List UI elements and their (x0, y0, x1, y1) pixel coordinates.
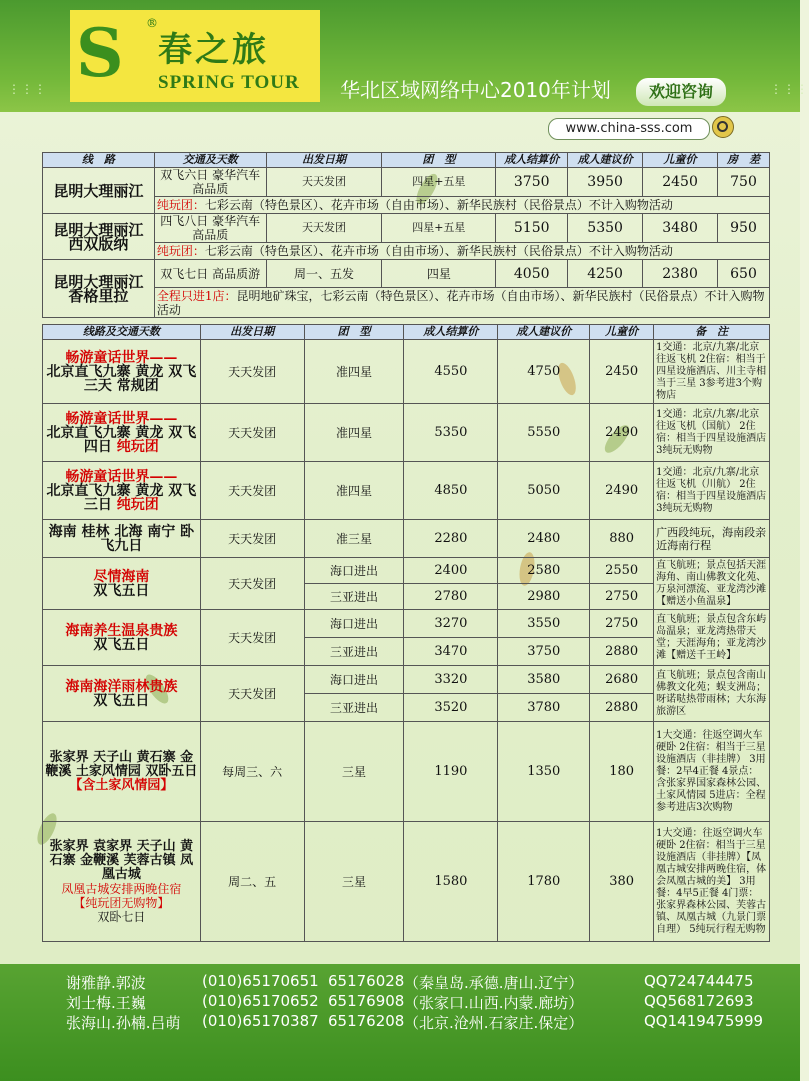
tour-type: 四星+五星 (382, 214, 496, 243)
adult-suggest-price: 5050 (498, 462, 590, 520)
child-price: 2880 (590, 638, 654, 666)
contact-qq: QQ568172693 (644, 992, 754, 1010)
room-supplement: 750 (718, 168, 770, 197)
adult-settle-price: 1580 (404, 822, 498, 942)
tour-type: 准四星 (304, 462, 404, 520)
route-remarks: 直飞航班；景点包括天涯海角、南山佛教文化苑、万泉河漂流、亚龙湾沙滩【赠送小鱼温泉】 (654, 558, 770, 610)
child-price: 2450 (643, 168, 718, 197)
route-remarks: 1大交通：往返空调火车硬卧 2住宿：相当于三星设施酒店（非挂牌） 3用餐：2早4正餐 4景点：含张家界国家森林公园、土家风情园 5进店：全程参考进店3次购物 (654, 722, 770, 822)
website-url[interactable]: www.china-sss.com (548, 118, 710, 140)
tour-type: 三亚进出 (304, 694, 404, 722)
column-header: 出发日期 (266, 153, 382, 168)
contact-phone-2: 65176908 (328, 992, 405, 1010)
column-header: 儿童价 (643, 153, 718, 168)
tour-type: 三星 (304, 822, 404, 942)
route-remarks: 广西段纯玩，海南段亲近海南行程 (654, 520, 770, 558)
note-label: 纯玩团： (156, 198, 205, 212)
contact-phone: (010)65170651 (202, 972, 319, 990)
adult-settle-price: 3270 (404, 610, 498, 638)
contact-phone-2: 65176028 (328, 972, 405, 990)
adult-settle-price: 5350 (404, 404, 498, 462)
route-name: 昆明大理丽江 香格里拉 (43, 260, 155, 318)
table-row (43, 214, 770, 243)
route-name (43, 722, 201, 822)
logo-letter: S (76, 14, 124, 92)
child-price: 2490 (590, 404, 654, 462)
yunnan-table (42, 152, 770, 318)
route-days: 双卧七日 (97, 909, 146, 924)
route-name (43, 822, 201, 942)
tour-type: 三星 (304, 722, 404, 822)
route-name: 海南 桂林 北海 南宁 卧飞九日 (43, 520, 201, 558)
transport-days: 双飞七日 高品质游 (154, 260, 266, 288)
contact-region: （张家口.山西.内蒙.廊坊） (404, 994, 584, 1012)
route-highlight: 畅游童话世界—— (65, 349, 178, 366)
tour-type: 四星+五星 (382, 168, 496, 197)
note-text: 七彩云南（特色景区）、花卉市场（自由市场）、新华民族村（民俗景点）不计入购物活动 (204, 244, 673, 258)
contact-phone-2: 65176208 (328, 1012, 405, 1030)
note-text: 昆明地矿珠宝，七彩云南（特色景区）、花卉市场（自由市场）、新华民族村（民俗景点）不计入购物活动 (156, 288, 765, 317)
adult-settle-price: 3320 (404, 666, 498, 694)
route-detail: 张家界 袁家界 天子山 黄石寨 金鞭溪 芙蓉古镇 凤凰古城 (49, 838, 194, 882)
route-detail: 双飞五日 (93, 582, 150, 599)
route-remarks: 1交通：北京/九寨/北京往返飞机（川航） 2住宿：相当于四星设施酒店 3纯玩无购物 (654, 462, 770, 520)
column-header: 团 型 (304, 325, 404, 340)
adult-suggest-price: 2980 (498, 584, 590, 610)
child-price: 3480 (643, 214, 718, 243)
route-remarks: 1交通：北京/九寨/北京往返飞机（国航） 2住宿：相当于四星设施酒店 3纯玩无购物 (654, 404, 770, 462)
route-detail: 北京直飞九寨 黄龙 双飞三日 (46, 482, 197, 513)
header-banner (0, 0, 809, 112)
departure-date: 天天发团 (200, 610, 304, 666)
adult-suggest-price: 2480 (498, 520, 590, 558)
contact-names: 刘士梅.王巍 (66, 994, 146, 1012)
column-header: 团 型 (382, 153, 496, 168)
route-highlight: 海南养生温泉贵族 (65, 622, 178, 639)
column-header: 出发日期 (200, 325, 304, 340)
note-label: 全程只进1店： (156, 288, 237, 303)
departure-date: 周二、五 (200, 822, 304, 942)
contact-names: 张海山.孙楠.吕萌 (66, 1014, 181, 1032)
table-row (43, 260, 770, 288)
route-name (43, 340, 201, 404)
route-highlight: 畅游童话世界—— (65, 410, 178, 427)
tour-type: 三亚进出 (304, 584, 404, 610)
column-header: 线 路 (43, 153, 155, 168)
adult-settle-price: 4050 (496, 260, 568, 288)
table-row (43, 404, 770, 462)
consult-button[interactable]: 欢迎咨询 (636, 78, 726, 106)
child-price: 2750 (590, 584, 654, 610)
route-remarks: 直飞航班；景点包含南山佛教文化苑；蜈支洲岛；呀诺哒热带雨林；大东海旅游区 (654, 666, 770, 722)
child-price: 180 (590, 722, 654, 822)
route-tag: 【纯玩团无购物】 (73, 895, 170, 910)
adult-settle-price: 3750 (496, 168, 568, 197)
route-note (154, 197, 769, 214)
room-supplement: 650 (718, 260, 770, 288)
column-header: 交通及天数 (154, 153, 266, 168)
contact-phone: (010)65170387 (202, 1012, 319, 1030)
departure-date: 天天发团 (200, 462, 304, 520)
contact-qq: QQ1419475999 (644, 1012, 764, 1030)
adult-suggest-price: 1350 (498, 722, 590, 822)
note-label: 纯玩团： (156, 244, 205, 258)
contact-footer (0, 964, 800, 1081)
adult-suggest-price: 3780 (498, 694, 590, 722)
departure-date: 天天发团 (200, 340, 304, 404)
route-remarks: 直飞航班；景点包含东屿岛温泉；亚龙湾热带天堂；天涯海角；亚龙湾沙滩【赠送千王岭】 (654, 610, 770, 666)
route-detail: 张家界 天子山 黄石寨 金鞭溪 土家风情园 双卧五日 (45, 749, 198, 779)
tour-type: 准三星 (304, 520, 404, 558)
contact-region: （北京.沧州.石家庄.保定） (404, 1014, 584, 1032)
route-name (43, 666, 201, 722)
column-header: 房 差 (718, 153, 770, 168)
child-price: 2490 (590, 462, 654, 520)
adult-suggest-price: 3750 (498, 638, 590, 666)
departure-date: 每周三、六 (200, 722, 304, 822)
page-title: 华北区域网络中心2010年计划 (340, 78, 611, 102)
tour-type: 海口进出 (304, 558, 404, 584)
table-header-row (43, 153, 770, 168)
table-row (43, 722, 770, 822)
route-tag: 纯玩团 (116, 496, 159, 513)
route-name (43, 404, 201, 462)
column-header: 成人建议价 (498, 325, 590, 340)
departure-date: 天天发团 (200, 520, 304, 558)
route-note (154, 243, 769, 260)
child-price: 380 (590, 822, 654, 942)
adult-suggest-price: 3950 (568, 168, 643, 197)
route-detail: 北京直飞九寨 黄龙 双飞三天 常规团 (46, 363, 197, 394)
departure-date: 天天发团 (266, 214, 382, 243)
route-detail: 双飞五日 (93, 692, 150, 709)
contact-region: （秦皇岛.承德.唐山.辽宁） (404, 974, 584, 992)
table-row (43, 462, 770, 520)
route-highlight: 畅游童话世界—— (65, 468, 178, 485)
route-name (43, 462, 201, 520)
adult-suggest-price: 3550 (498, 610, 590, 638)
table-row (43, 666, 770, 694)
tour-type: 海口进出 (304, 610, 404, 638)
route-highlight: 凤凰古城安排两晚住宿 (61, 881, 182, 896)
tour-type: 三亚进出 (304, 638, 404, 666)
column-header: 成人结算价 (404, 325, 498, 340)
route-tag: 【含土家风情园】 (69, 777, 174, 793)
route-name (43, 610, 201, 666)
brand-logo (70, 10, 320, 102)
adult-suggest-price: 5550 (498, 404, 590, 462)
transport-days: 双飞六日 豪华汽车高品质 (154, 168, 266, 197)
contact-qq: QQ724744475 (644, 972, 754, 990)
route-detail: 双飞五日 (93, 636, 150, 653)
child-price: 880 (590, 520, 654, 558)
adult-settle-price: 3470 (404, 638, 498, 666)
contact-phone: (010)65170652 (202, 992, 319, 1010)
room-supplement: 950 (718, 214, 770, 243)
child-price: 2450 (590, 340, 654, 404)
column-header: 成人建议价 (568, 153, 643, 168)
route-name: 昆明大理丽江 (43, 168, 155, 214)
adult-settle-price: 4550 (404, 340, 498, 404)
child-price: 2680 (590, 666, 654, 694)
table-row (43, 610, 770, 638)
adult-suggest-price: 4750 (498, 340, 590, 404)
adult-settle-price: 2280 (404, 520, 498, 558)
column-header: 儿童价 (590, 325, 654, 340)
transport-days: 四飞八日 豪华汽车高品质 (154, 214, 266, 243)
route-highlight: 海南海洋雨林贵族 (65, 678, 178, 695)
tour-type: 海口进出 (304, 666, 404, 694)
departure-date: 天天发团 (200, 404, 304, 462)
decor-dots-right: ⋮⋮⋮ (770, 82, 809, 96)
column-header: 线路及交通天数 (43, 325, 201, 340)
child-price: 2380 (643, 260, 718, 288)
route-name: 昆明大理丽江 西双版纳 (43, 214, 155, 260)
note-text: 七彩云南（特色景区）、花卉市场（自由市场）、新华民族村（民俗景点）不计入购物活动 (204, 198, 673, 212)
child-price: 2880 (590, 694, 654, 722)
brand-name-cn: 春之旅 (158, 30, 269, 70)
route-detail: 北京直飞九寨 黄龙 双飞四日 (46, 424, 197, 455)
table-header-row (43, 325, 770, 340)
route-tag: 纯玩团 (116, 438, 159, 455)
departure-date: 天天发团 (200, 558, 304, 610)
table-row (43, 558, 770, 584)
adult-settle-price: 3520 (404, 694, 498, 722)
route-note (154, 288, 769, 318)
table-row (43, 822, 770, 942)
adult-settle-price: 2400 (404, 558, 498, 584)
adult-suggest-price: 1780 (498, 822, 590, 942)
column-header: 成人结算价 (496, 153, 568, 168)
column-header: 备 注 (654, 325, 770, 340)
search-icon[interactable] (712, 116, 734, 138)
table-row (43, 520, 770, 558)
adult-settle-price: 4850 (404, 462, 498, 520)
adult-suggest-price: 4250 (568, 260, 643, 288)
tour-type: 准四星 (304, 404, 404, 462)
route-remarks: 1大交通：往返空调火车硬卧 2住宿：相当于三星设施酒店（非挂牌）【凤凰古城安排两晚住宿，体会凤凰古城的美】 3用餐：4早5正餐 4门票：张家界森林公园、芙蓉古镇、凤凰古城（九景门票自理） 5纯玩行程无购物 (654, 822, 770, 942)
table-row (43, 168, 770, 197)
child-price: 2750 (590, 610, 654, 638)
tour-type: 准四星 (304, 340, 404, 404)
adult-settle-price: 2780 (404, 584, 498, 610)
contact-names: 谢雅静.郭波 (66, 974, 146, 992)
adult-suggest-price: 3580 (498, 666, 590, 694)
departure-date: 周一、五发 (266, 260, 382, 288)
routes-table (42, 324, 770, 942)
table-row (43, 340, 770, 404)
decor-dots-left: ⋮⋮⋮ (8, 82, 47, 96)
route-name (43, 558, 201, 610)
adult-suggest-price: 2580 (498, 558, 590, 584)
adult-settle-price: 5150 (496, 214, 568, 243)
adult-settle-price: 1190 (404, 722, 498, 822)
child-price: 2550 (590, 558, 654, 584)
registered-mark: ® (146, 16, 158, 30)
departure-date: 天天发团 (200, 666, 304, 722)
route-remarks: 1交通：北京/九寨/北京往返飞机 2住宿：相当于四星设施酒店、川主寺相当于三星 3参考进3个购物店 (654, 340, 770, 404)
adult-suggest-price: 5350 (568, 214, 643, 243)
tour-type: 四星 (382, 260, 496, 288)
departure-date: 天天发团 (266, 168, 382, 197)
brand-name-en: SPRING TOUR (158, 72, 300, 93)
route-highlight: 尽情海南 (93, 568, 150, 585)
